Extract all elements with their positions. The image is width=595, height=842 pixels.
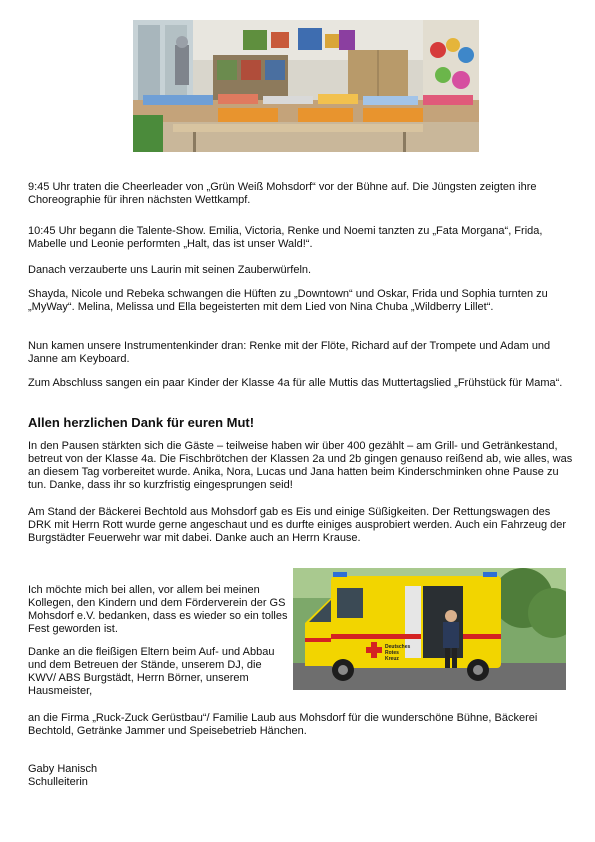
paragraph-talent-show: 10:45 Uhr begann die Talente-Show. Emilia, Victoria, Renke und Noemi tanzten zu „Fata Morgana“, Frida, Mabelle und Leonie performten „Halt, das ist unser Wald!“. [28,225,543,250]
section-heading: Allen herzlichen Dank für euren Mut! [28,415,255,430]
ambulance-photo [293,568,566,690]
paragraph-instruments: Nun kamen unsere Instrumentenkinder dran: Renke mit der Flöte, Richard auf der Trompete und Adam und Janne am Keyboard. [28,340,551,365]
paragraph-breaks: In den Pausen stärkten sich die Gäste – teilweise haben wir über 400 gezählt – am Grill- und Getränkestand, betreut von der Klasse 4a. Die Fischbrötchen der Klassen 2a und 2b gingen genauso reißend ab, wie alles, was an diesem Tag vorbereitet wurde. Anika, Nora, Lucas und Jana hatten beim Kinderschminken ohne Pause zu tun. Danke, dass ihr so kurzfristig eingesprungen seid! [28,440,573,491]
paragraph-thanks-parents: Danke an die fleißigen Eltern beim Auf- und Abbau und dem Betreuen der Stände, unserem DJ, die KWV/ ABS Burgstädt, Herrn Börner, unserem Hausmeister, [28,646,275,697]
paragraph-laurin: Danach verzauberte uns Laurin mit seinen Zauberwürfeln. [28,264,312,276]
paragraph-stands: Am Stand der Bäckerei Bechtold aus Mohsdorf gab es Eis und einige Süßigkeiten. Der Rettungswagen des DRK mit Herrn Rott wurde gerne angeschaut und es durfte einiges ausprobiert werden. Auch ein Fahrzeug der Burgstädter Feuerwehr war mit dabei. Danke auch an Herrn Krause. [28,506,567,544]
drk-text-3: Kreuz [385,656,399,662]
paragraph-dances: Shayda, Nicole und Rebeka schwangen die Hüften zu „Downtown“ und Oskar, Frida und Sophia turnten zu „MyWay“. Melina, Melissa und Ella begeisterten mit dem Lied von Nina Chuba „Wildberry Lillet“. [28,288,548,313]
signature-name: Gaby Hanisch [28,763,98,775]
classroom-photo [133,20,479,152]
paragraph-thanks: Ich möchte mich bei allen, vor allem bei meinen Kollegen, den Kindern und dem Förderverein der GS Mohsdorf e.V. bedanken, dass es wieder so ein tolles Fest geworden ist. [28,584,288,635]
signature-title: Schulleiterin [28,776,88,788]
paragraph-thanks-sponsors: an die Firma „Ruck-Zuck Gerüstbau“/ Familie Laub aus Mohsdorf für die wunderschöne Bühne, Bäckerei Bechtold, Getränke Jammer und Speisebetrieb Hänchen. [28,712,538,737]
drk-text-1: Deutsches [385,644,411,650]
drk-text-2: Rotes [385,650,399,656]
paragraph-closing-song: Zum Abschluss sangen ein paar Kinder der Klasse 4a für alle Muttis das Muttertagslied „Frühstück für Mama“. [28,377,563,389]
paragraph-cheerleader: 9:45 Uhr traten die Cheerleader von „Grün Weiß Mohsdorf“ vor der Bühne auf. Die Jüngsten zeigten ihre Choreographie für ihren nächsten Wettkampf. [28,181,537,206]
